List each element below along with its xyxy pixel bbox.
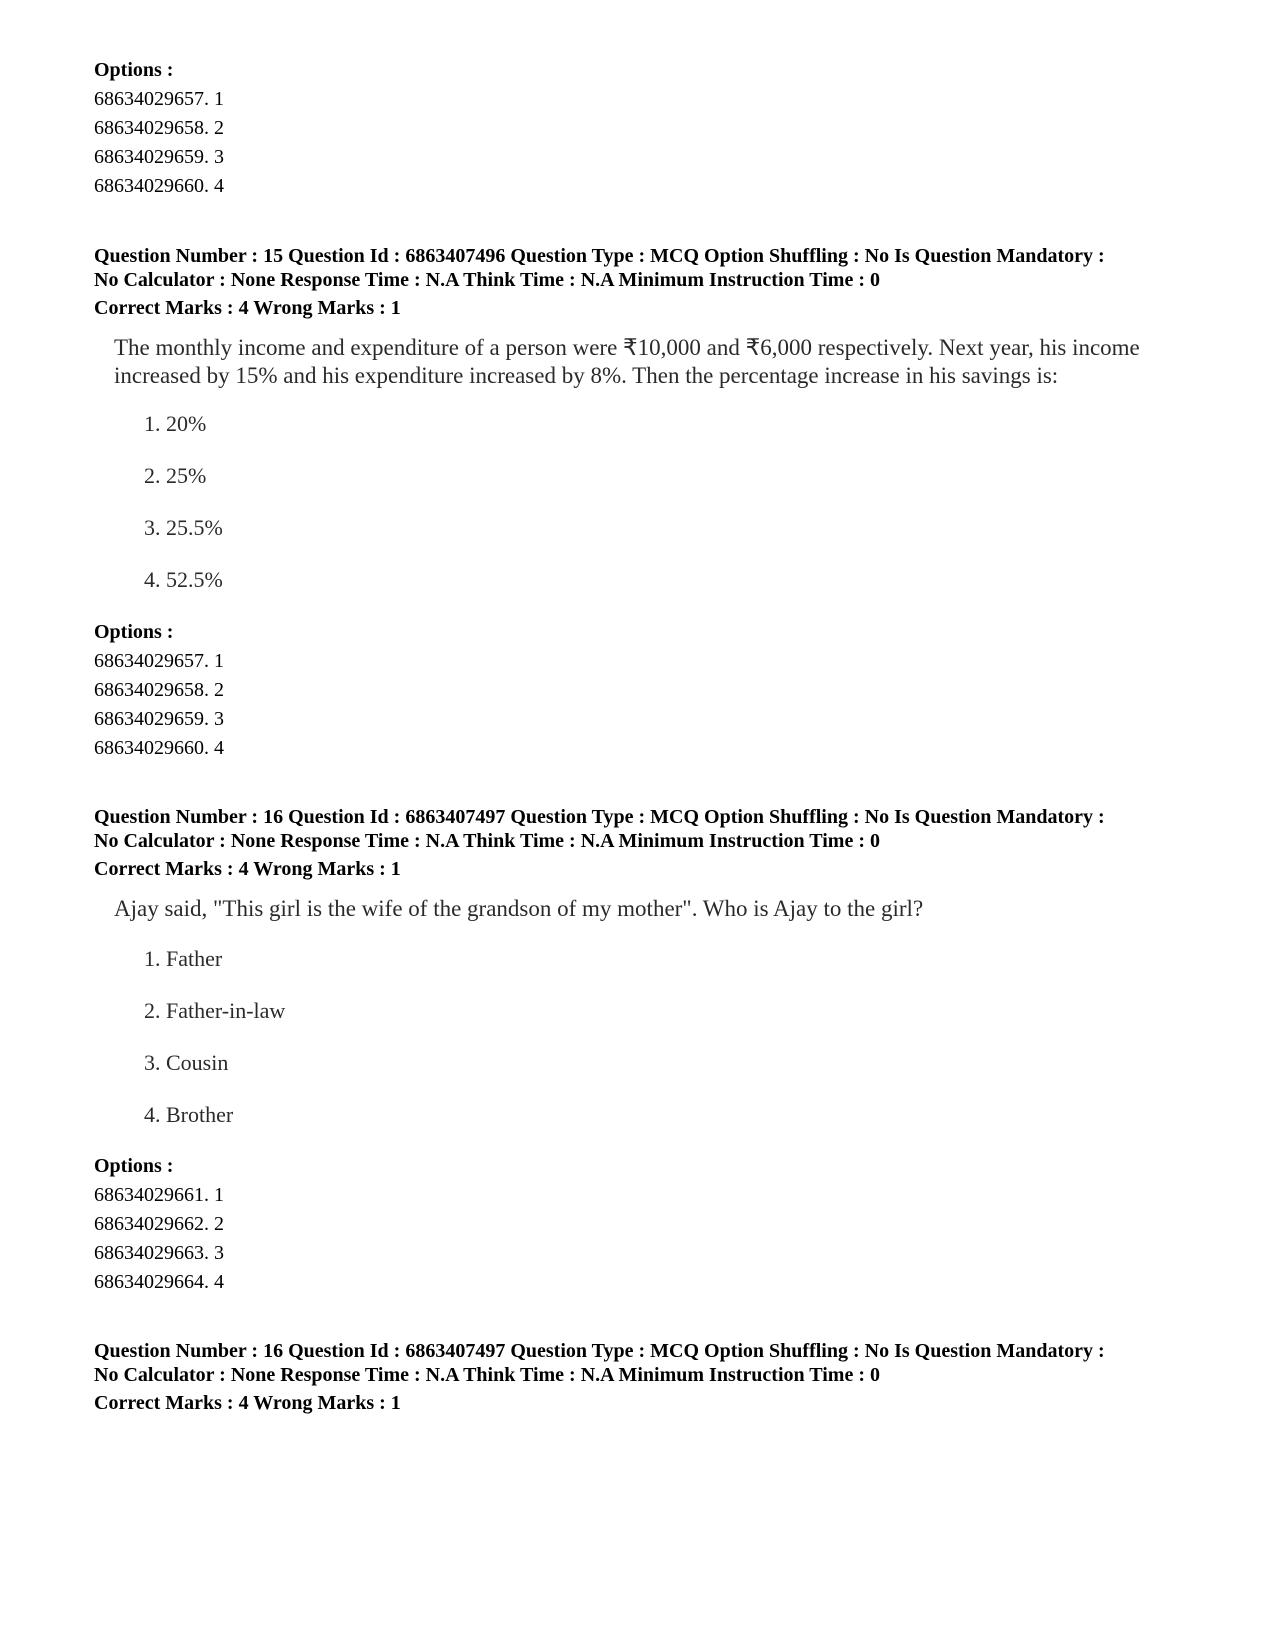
question-meta-line: No Calculator : None Response Time : N.A Think Time : N.A Minimum Instruction Time : 0: [94, 830, 880, 852]
option-id: 68634029657. 1: [94, 650, 224, 672]
answer-choice: 3. Cousin: [144, 1050, 229, 1075]
option-id: 68634029658. 2: [94, 679, 224, 701]
marks-line: Correct Marks : 4 Wrong Marks : 1: [94, 1392, 401, 1414]
answer-choice: 4. 52.5%: [144, 567, 223, 592]
q15-options-block: [94, 620, 1214, 763]
q15-question-image: [114, 334, 1214, 604]
marks-line: Correct Marks : 4 Wrong Marks : 1: [94, 858, 401, 880]
answer-choice: 4. Brother: [144, 1102, 234, 1127]
answer-choice: 1. 20%: [144, 411, 207, 436]
q15-meta: [94, 244, 1214, 320]
marks-line: Correct Marks : 4 Wrong Marks : 1: [94, 297, 401, 319]
question-meta-line: Question Number : 16 Question Id : 6863407497 Question Type : MCQ Option Shuffling : No Is Question Mandatory :: [94, 806, 1105, 828]
top-options-block: [94, 58, 1214, 201]
question-text-line: The monthly income and expenditure of a person were ₹10,000 and ₹6,000 respectively. Next year, his income: [114, 335, 1140, 360]
options-heading: Options :: [94, 1155, 174, 1177]
question-text-line: increased by 15% and his expenditure increased by 8%. Then the percentage increase in his savings is:: [114, 363, 1059, 388]
q16-options-block: [94, 1154, 1214, 1297]
option-id: 68634029659. 3: [94, 708, 224, 730]
option-id: 68634029661. 1: [94, 1184, 224, 1206]
question-meta-line: No Calculator : None Response Time : N.A Think Time : N.A Minimum Instruction Time : 0: [94, 1364, 880, 1386]
option-id: 68634029658. 2: [94, 117, 224, 139]
option-id: 68634029657. 1: [94, 88, 224, 110]
option-id: 68634029664. 4: [94, 1271, 224, 1293]
answer-choice: 1. Father: [144, 946, 223, 971]
options-heading: Options :: [94, 59, 174, 81]
option-id: 68634029663. 3: [94, 1242, 224, 1264]
question-meta-line: Question Number : 16 Question Id : 6863407497 Question Type : MCQ Option Shuffling : No Is Question Mandatory :: [94, 1340, 1105, 1362]
answer-choice: 2. 25%: [144, 463, 207, 488]
q16-meta: [94, 805, 1214, 881]
answer-choice: 3. 25.5%: [144, 515, 223, 540]
q16-question-image: [114, 895, 1214, 1135]
question-meta-line: No Calculator : None Response Time : N.A Think Time : N.A Minimum Instruction Time : 0: [94, 269, 880, 291]
answer-choice: 2. Father-in-law: [144, 998, 286, 1023]
options-heading: Options :: [94, 621, 174, 643]
option-id: 68634029660. 4: [94, 737, 224, 759]
option-id: 68634029660. 4: [94, 175, 224, 197]
q16-repeat-meta: [94, 1339, 1214, 1415]
option-id: 68634029662. 2: [94, 1213, 224, 1235]
question-meta-line: Question Number : 15 Question Id : 6863407496 Question Type : MCQ Option Shuffling : No Is Question Mandatory :: [94, 245, 1105, 267]
option-id: 68634029659. 3: [94, 146, 224, 168]
question-text: Ajay said, "This girl is the wife of the grandson of my mother". Who is Ajay to the girl?: [114, 896, 924, 921]
